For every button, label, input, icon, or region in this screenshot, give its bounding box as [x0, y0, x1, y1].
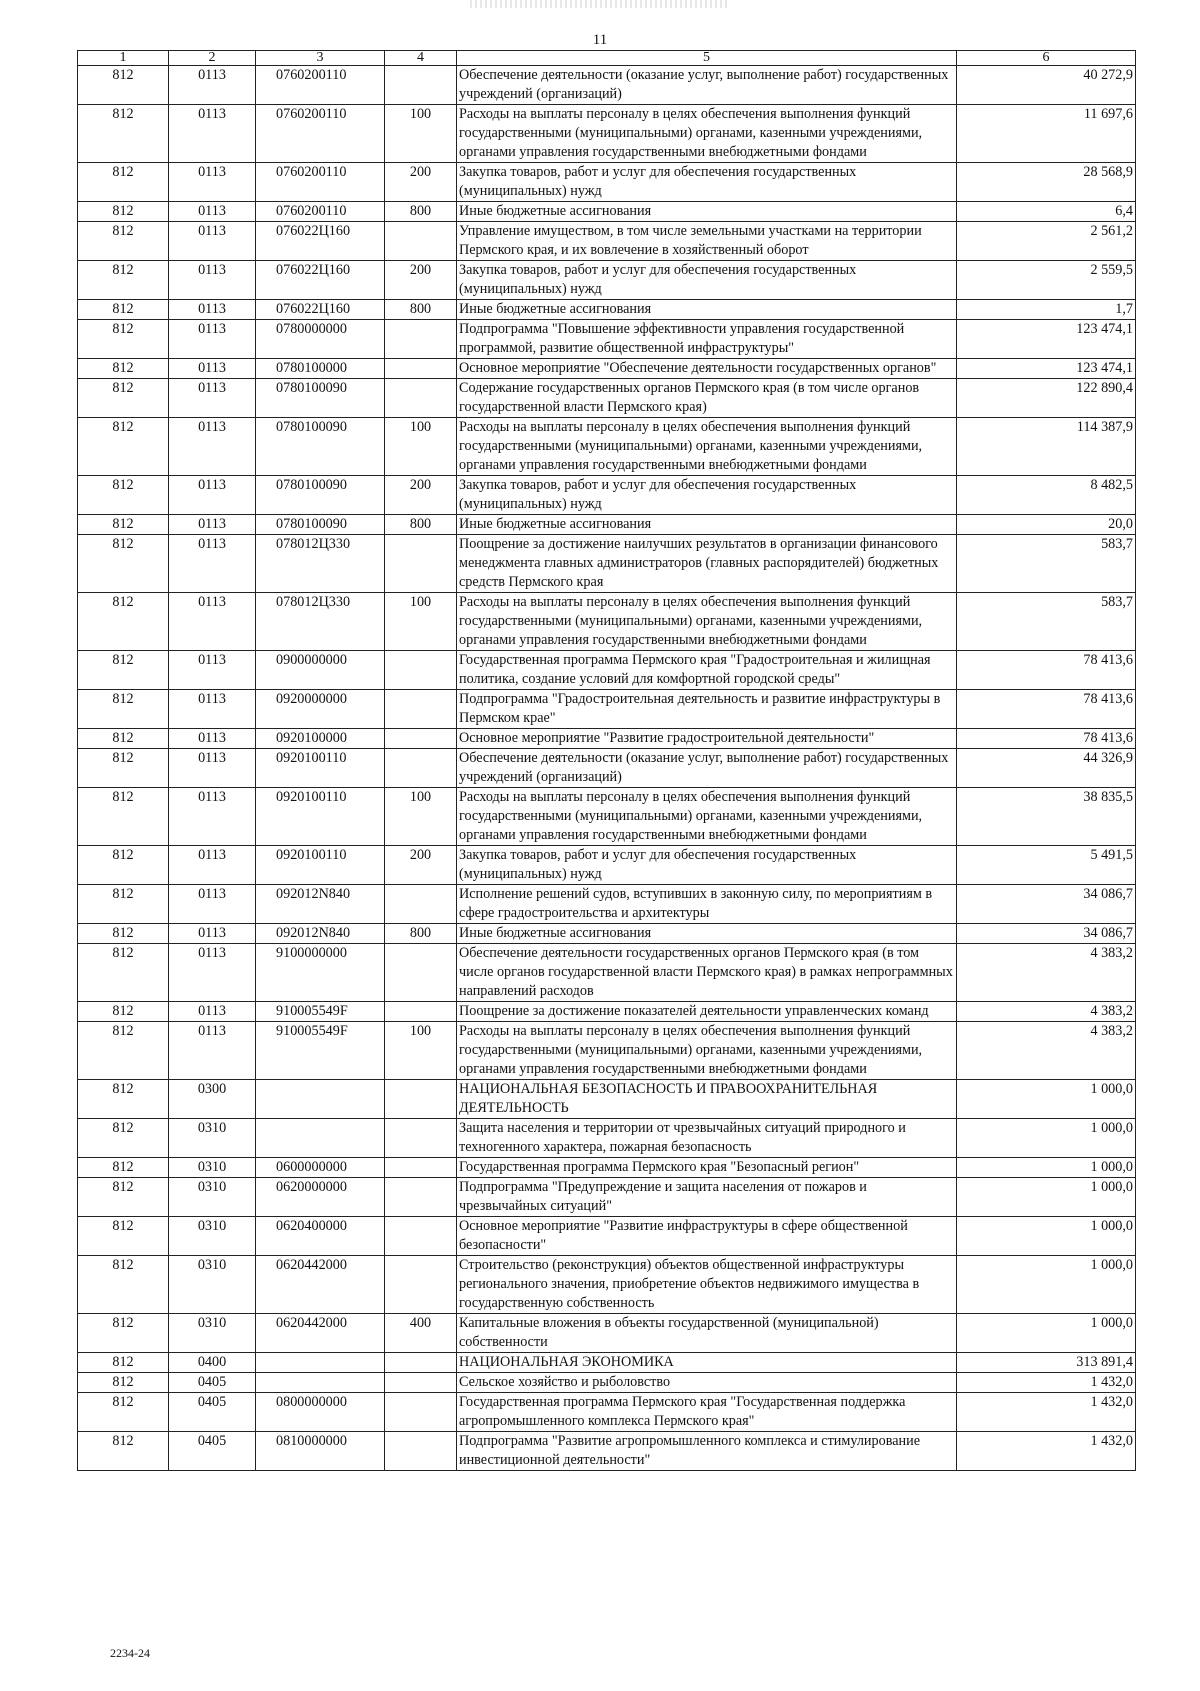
cell-target-code: 0760200110 [256, 66, 385, 105]
table-row [78, 846, 1136, 885]
cell-gov-code: 812 [78, 1314, 169, 1353]
cell-amount: 4 383,2 [957, 944, 1136, 1002]
cell-amount: 8 482,5 [957, 476, 1136, 515]
cell-amount: 4 383,2 [957, 1002, 1136, 1022]
cell-target-code: 0780100090 [256, 515, 385, 535]
cell-gov-code: 812 [78, 379, 169, 418]
table-row [78, 1158, 1136, 1178]
table-row [78, 105, 1136, 163]
cell-section-code: 0405 [169, 1373, 256, 1393]
cell-description: Обеспечение деятельности государственных органов Пермского края (в том числе органов государственной власти Пермского края) в рамках непрограммных направлений расходов [457, 944, 957, 1002]
cell-gov-code: 812 [78, 418, 169, 476]
cell-target-code: 0620400000 [256, 1217, 385, 1256]
cell-gov-code: 812 [78, 885, 169, 924]
table-row [78, 359, 1136, 379]
cell-amount: 34 086,7 [957, 885, 1136, 924]
cell-section-code: 0310 [169, 1256, 256, 1314]
cell-description: Закупка товаров, работ и услуг для обеспечения государственных (муниципальных) нужд [457, 163, 957, 202]
cell-expense-type: 200 [385, 476, 457, 515]
cell-amount: 11 697,6 [957, 105, 1136, 163]
cell-description: Государственная программа Пермского края "Безопасный регион" [457, 1158, 957, 1178]
cell-target-code: 0810000000 [256, 1432, 385, 1471]
cell-target-code: 0920000000 [256, 690, 385, 729]
cell-gov-code: 812 [78, 1373, 169, 1393]
table-row [78, 222, 1136, 261]
cell-section-code: 0113 [169, 163, 256, 202]
cell-amount: 6,4 [957, 202, 1136, 222]
cell-target-code: 078012Ц330 [256, 535, 385, 593]
cell-section-code: 0113 [169, 749, 256, 788]
cell-section-code: 0310 [169, 1314, 256, 1353]
cell-description: Иные бюджетные ассигнования [457, 202, 957, 222]
cell-gov-code: 812 [78, 1080, 169, 1119]
header-cell-6: 6 [957, 51, 1136, 66]
table-row [78, 1256, 1136, 1314]
table-row [78, 1393, 1136, 1432]
cell-target-code: 0760200110 [256, 105, 385, 163]
table-row [78, 1314, 1136, 1353]
cell-expense-type [385, 651, 457, 690]
header-cell-3: 3 [256, 51, 385, 66]
table-row [78, 202, 1136, 222]
table-row [78, 885, 1136, 924]
cell-gov-code: 812 [78, 690, 169, 729]
cell-section-code: 0113 [169, 359, 256, 379]
cell-gov-code: 812 [78, 1119, 169, 1158]
scan-artifact [470, 0, 730, 8]
cell-expense-type: 800 [385, 202, 457, 222]
cell-section-code: 0113 [169, 66, 256, 105]
budget-table [77, 50, 1136, 1471]
table-row [78, 1080, 1136, 1119]
cell-amount: 1 000,0 [957, 1256, 1136, 1314]
table-row [78, 418, 1136, 476]
cell-expense-type [385, 1217, 457, 1256]
cell-expense-type: 100 [385, 1022, 457, 1080]
cell-section-code: 0113 [169, 515, 256, 535]
cell-amount: 583,7 [957, 593, 1136, 651]
budget-table-body [78, 51, 1136, 1471]
header-row [78, 51, 1136, 66]
cell-target-code: 910005549F [256, 1002, 385, 1022]
cell-section-code: 0113 [169, 202, 256, 222]
cell-target-code: 0620442000 [256, 1314, 385, 1353]
cell-expense-type [385, 359, 457, 379]
cell-target-code: 0760200110 [256, 163, 385, 202]
header-cell-5: 5 [457, 51, 957, 66]
cell-target-code: 0760200110 [256, 202, 385, 222]
cell-description: Расходы на выплаты персоналу в целях обеспечения выполнения функций государственными (муниципальными) органами, казенными учреждениями, органами управления государственными внебюджетными фондами [457, 1022, 957, 1080]
cell-gov-code: 812 [78, 651, 169, 690]
cell-amount: 2 559,5 [957, 261, 1136, 300]
cell-section-code: 0310 [169, 1178, 256, 1217]
table-row [78, 788, 1136, 846]
cell-description: Обеспечение деятельности (оказание услуг, выполнение работ) государственных учреждений (организаций) [457, 749, 957, 788]
cell-target-code: 0920100110 [256, 788, 385, 846]
cell-amount: 1 000,0 [957, 1314, 1136, 1353]
cell-gov-code: 812 [78, 749, 169, 788]
cell-section-code: 0113 [169, 885, 256, 924]
cell-description: Иные бюджетные ассигнования [457, 300, 957, 320]
cell-gov-code: 812 [78, 1256, 169, 1314]
cell-section-code: 0300 [169, 1080, 256, 1119]
cell-target-code: 0780100090 [256, 476, 385, 515]
table-row [78, 729, 1136, 749]
table-row [78, 1119, 1136, 1158]
cell-amount: 78 413,6 [957, 729, 1136, 749]
cell-description: Государственная программа Пермского края "Государственная поддержка агропромышленного комплекса Пермского края" [457, 1393, 957, 1432]
cell-target-code: 0780000000 [256, 320, 385, 359]
cell-expense-type: 100 [385, 593, 457, 651]
cell-description: Подпрограмма "Повышение эффективности управления государственной программой, развитие общественной инфраструктуры" [457, 320, 957, 359]
cell-target-code: 0780100000 [256, 359, 385, 379]
cell-expense-type: 200 [385, 163, 457, 202]
cell-description: Строительство (реконструкция) объектов общественной инфраструктуры регионального значения, приобретение объектов недвижимого имущества в государственную собственность [457, 1256, 957, 1314]
cell-expense-type [385, 1158, 457, 1178]
cell-gov-code: 812 [78, 944, 169, 1002]
cell-target-code [256, 1119, 385, 1158]
table-row [78, 535, 1136, 593]
cell-amount: 5 491,5 [957, 846, 1136, 885]
cell-expense-type [385, 1002, 457, 1022]
table-row [78, 1178, 1136, 1217]
cell-amount: 583,7 [957, 535, 1136, 593]
cell-expense-type: 800 [385, 515, 457, 535]
table-row [78, 651, 1136, 690]
cell-description: Управление имуществом, в том числе земельными участками на территории Пермского края, и их вовлечение в хозяйственный оборот [457, 222, 957, 261]
cell-gov-code: 812 [78, 300, 169, 320]
cell-amount: 123 474,1 [957, 359, 1136, 379]
cell-expense-type [385, 222, 457, 261]
cell-description: Иные бюджетные ассигнования [457, 515, 957, 535]
cell-target-code: 092012N840 [256, 924, 385, 944]
table-row [78, 261, 1136, 300]
cell-expense-type [385, 1373, 457, 1393]
cell-description: Сельское хозяйство и рыболовство [457, 1373, 957, 1393]
cell-section-code: 0113 [169, 535, 256, 593]
cell-section-code: 0310 [169, 1119, 256, 1158]
cell-section-code: 0113 [169, 261, 256, 300]
cell-target-code: 076022Ц160 [256, 222, 385, 261]
cell-description: Иные бюджетные ассигнования [457, 924, 957, 944]
cell-gov-code: 812 [78, 1178, 169, 1217]
cell-expense-type: 100 [385, 788, 457, 846]
cell-section-code: 0405 [169, 1432, 256, 1471]
cell-amount: 1 432,0 [957, 1373, 1136, 1393]
cell-gov-code: 812 [78, 924, 169, 944]
cell-gov-code: 812 [78, 1002, 169, 1022]
cell-expense-type [385, 1119, 457, 1158]
cell-gov-code: 812 [78, 1393, 169, 1432]
cell-gov-code: 812 [78, 476, 169, 515]
table-row [78, 1373, 1136, 1393]
cell-description: Расходы на выплаты персоналу в целях обеспечения выполнения функций государственными (муниципальными) органами, казенными учреждениями, органами управления государственными внебюджетными фондами [457, 788, 957, 846]
cell-expense-type [385, 1178, 457, 1217]
cell-gov-code: 812 [78, 1353, 169, 1373]
cell-target-code: 092012N840 [256, 885, 385, 924]
cell-description: Основное мероприятие "Обеспечение деятельности государственных органов" [457, 359, 957, 379]
cell-section-code: 0113 [169, 320, 256, 359]
cell-description: Содержание государственных органов Пермского края (в том числе органов государственной власти Пермского края) [457, 379, 957, 418]
cell-target-code: 076022Ц160 [256, 300, 385, 320]
cell-target-code: 0900000000 [256, 651, 385, 690]
cell-description: Обеспечение деятельности (оказание услуг, выполнение работ) государственных учреждений (организаций) [457, 66, 957, 105]
cell-section-code: 0113 [169, 105, 256, 163]
cell-gov-code: 812 [78, 359, 169, 379]
table-row [78, 690, 1136, 729]
cell-target-code: 0920100000 [256, 729, 385, 749]
table-row [78, 320, 1136, 359]
cell-section-code: 0310 [169, 1217, 256, 1256]
table-row [78, 379, 1136, 418]
cell-amount: 4 383,2 [957, 1022, 1136, 1080]
cell-expense-type: 800 [385, 300, 457, 320]
cell-gov-code: 812 [78, 1432, 169, 1471]
cell-expense-type [385, 1353, 457, 1373]
table-row [78, 1432, 1136, 1471]
cell-expense-type [385, 729, 457, 749]
cell-expense-type [385, 1256, 457, 1314]
cell-gov-code: 812 [78, 202, 169, 222]
cell-target-code: 0800000000 [256, 1393, 385, 1432]
cell-expense-type [385, 885, 457, 924]
cell-target-code: 0920100110 [256, 749, 385, 788]
cell-amount: 123 474,1 [957, 320, 1136, 359]
cell-section-code: 0113 [169, 1022, 256, 1080]
cell-gov-code: 812 [78, 1158, 169, 1178]
cell-expense-type [385, 320, 457, 359]
cell-expense-type [385, 749, 457, 788]
table-row [78, 163, 1136, 202]
cell-section-code: 0113 [169, 476, 256, 515]
cell-description: Капитальные вложения в объекты государственной (муниципальной) собственности [457, 1314, 957, 1353]
table-row [78, 300, 1136, 320]
cell-description: НАЦИОНАЛЬНАЯ БЕЗОПАСНОСТЬ И ПРАВООХРАНИТЕЛЬНАЯ ДЕЯТЕЛЬНОСТЬ [457, 1080, 957, 1119]
table-row [78, 1217, 1136, 1256]
cell-expense-type: 400 [385, 1314, 457, 1353]
cell-description: Расходы на выплаты персоналу в целях обеспечения выполнения функций государственными (муниципальными) органами, казенными учреждениями, органами управления государственными внебюджетными фондами [457, 418, 957, 476]
cell-amount: 40 272,9 [957, 66, 1136, 105]
cell-description: Подпрограмма "Предупреждение и защита населения от пожаров и чрезвычайных ситуаций" [457, 1178, 957, 1217]
cell-description: НАЦИОНАЛЬНАЯ ЭКОНОМИКА [457, 1353, 957, 1373]
cell-amount: 44 326,9 [957, 749, 1136, 788]
page-number: 11 [592, 32, 608, 48]
cell-amount: 78 413,6 [957, 690, 1136, 729]
cell-description: Подпрограмма "Градостроительная деятельность и развитие инфраструктуры в Пермском крае" [457, 690, 957, 729]
cell-amount: 1 432,0 [957, 1393, 1136, 1432]
cell-section-code: 0113 [169, 418, 256, 476]
cell-expense-type [385, 944, 457, 1002]
cell-gov-code: 812 [78, 261, 169, 300]
cell-gov-code: 812 [78, 163, 169, 202]
cell-expense-type: 100 [385, 418, 457, 476]
cell-description: Закупка товаров, работ и услуг для обеспечения государственных (муниципальных) нужд [457, 846, 957, 885]
cell-expense-type [385, 1393, 457, 1432]
cell-section-code: 0113 [169, 846, 256, 885]
cell-section-code: 0113 [169, 651, 256, 690]
cell-section-code: 0113 [169, 788, 256, 846]
cell-description: Поощрение за достижение показателей деятельности управленческих команд [457, 1002, 957, 1022]
cell-amount: 122 890,4 [957, 379, 1136, 418]
cell-target-code [256, 1373, 385, 1393]
table-row [78, 1022, 1136, 1080]
cell-section-code: 0113 [169, 300, 256, 320]
cell-description: Государственная программа Пермского края "Градостроительная и жилищная политика, создание условий для комфортной городской среды" [457, 651, 957, 690]
cell-section-code: 0113 [169, 1002, 256, 1022]
cell-expense-type [385, 535, 457, 593]
cell-section-code: 0113 [169, 690, 256, 729]
cell-section-code: 0405 [169, 1393, 256, 1432]
cell-expense-type [385, 690, 457, 729]
cell-target-code: 0920100110 [256, 846, 385, 885]
cell-amount: 1 000,0 [957, 1080, 1136, 1119]
cell-description: Подпрограмма "Развитие агропромышленного комплекса и стимулирование инвестиционной деятельности" [457, 1432, 957, 1471]
cell-amount: 1 000,0 [957, 1119, 1136, 1158]
cell-expense-type [385, 1432, 457, 1471]
cell-section-code: 0113 [169, 944, 256, 1002]
cell-gov-code: 812 [78, 320, 169, 359]
cell-expense-type [385, 66, 457, 105]
cell-description: Закупка товаров, работ и услуг для обеспечения государственных (муниципальных) нужд [457, 261, 957, 300]
cell-amount: 313 891,4 [957, 1353, 1136, 1373]
cell-target-code: 078012Ц330 [256, 593, 385, 651]
cell-amount: 34 086,7 [957, 924, 1136, 944]
cell-target-code [256, 1353, 385, 1373]
cell-description: Защита населения и территории от чрезвычайных ситуаций природного и техногенного характера, пожарная безопасность [457, 1119, 957, 1158]
table-row [78, 944, 1136, 1002]
cell-gov-code: 812 [78, 729, 169, 749]
cell-section-code: 0113 [169, 729, 256, 749]
cell-gov-code: 812 [78, 788, 169, 846]
cell-description: Закупка товаров, работ и услуг для обеспечения государственных (муниципальных) нужд [457, 476, 957, 515]
cell-description: Расходы на выплаты персоналу в целях обеспечения выполнения функций государственными (муниципальными) органами, казенными учреждениями, органами управления государственными внебюджетными фондами [457, 593, 957, 651]
cell-amount: 38 835,5 [957, 788, 1136, 846]
cell-gov-code: 812 [78, 593, 169, 651]
cell-amount: 1 000,0 [957, 1217, 1136, 1256]
cell-section-code: 0113 [169, 593, 256, 651]
cell-section-code: 0113 [169, 222, 256, 261]
cell-target-code: 910005549F [256, 1022, 385, 1080]
cell-target-code: 0780100090 [256, 418, 385, 476]
table-row [78, 1002, 1136, 1022]
cell-section-code: 0113 [169, 379, 256, 418]
header-cell-1: 1 [78, 51, 169, 66]
cell-target-code: 9100000000 [256, 944, 385, 1002]
cell-description: Основное мероприятие "Развитие градостроительной деятельности" [457, 729, 957, 749]
table-row [78, 66, 1136, 105]
cell-target-code: 0600000000 [256, 1158, 385, 1178]
table-row [78, 476, 1136, 515]
header-cell-4: 4 [385, 51, 457, 66]
cell-gov-code: 812 [78, 105, 169, 163]
cell-target-code [256, 1080, 385, 1119]
cell-section-code: 0400 [169, 1353, 256, 1373]
cell-section-code: 0310 [169, 1158, 256, 1178]
cell-amount: 78 413,6 [957, 651, 1136, 690]
cell-gov-code: 812 [78, 222, 169, 261]
cell-gov-code: 812 [78, 515, 169, 535]
cell-expense-type: 200 [385, 261, 457, 300]
cell-amount: 1 432,0 [957, 1432, 1136, 1471]
table-row [78, 749, 1136, 788]
cell-expense-type: 800 [385, 924, 457, 944]
cell-gov-code: 812 [78, 66, 169, 105]
cell-gov-code: 812 [78, 1022, 169, 1080]
cell-target-code: 0620442000 [256, 1256, 385, 1314]
cell-description: Расходы на выплаты персоналу в целях обеспечения выполнения функций государственными (муниципальными) органами, казенными учреждениями, органами управления государственными внебюджетными фондами [457, 105, 957, 163]
cell-amount: 2 561,2 [957, 222, 1136, 261]
cell-target-code: 0620000000 [256, 1178, 385, 1217]
cell-expense-type [385, 379, 457, 418]
cell-amount: 1 000,0 [957, 1158, 1136, 1178]
cell-gov-code: 812 [78, 535, 169, 593]
cell-amount: 1 000,0 [957, 1178, 1136, 1217]
cell-description: Поощрение за достижение наилучших результатов в организации финансового менеджмента главных администраторов (главных распорядителей) бюджетных средств Пермского края [457, 535, 957, 593]
table-row [78, 593, 1136, 651]
cell-expense-type [385, 1080, 457, 1119]
table-row [78, 515, 1136, 535]
cell-description: Основное мероприятие "Развитие инфраструктуры в сфере общественной безопасности" [457, 1217, 957, 1256]
cell-target-code: 0780100090 [256, 379, 385, 418]
cell-section-code: 0113 [169, 924, 256, 944]
cell-expense-type: 100 [385, 105, 457, 163]
cell-amount: 20,0 [957, 515, 1136, 535]
cell-amount: 28 568,9 [957, 163, 1136, 202]
header-cell-2: 2 [169, 51, 256, 66]
cell-gov-code: 812 [78, 846, 169, 885]
cell-gov-code: 812 [78, 1217, 169, 1256]
cell-target-code: 076022Ц160 [256, 261, 385, 300]
table-row [78, 924, 1136, 944]
cell-expense-type: 200 [385, 846, 457, 885]
table-row [78, 1353, 1136, 1373]
cell-amount: 1,7 [957, 300, 1136, 320]
cell-amount: 114 387,9 [957, 418, 1136, 476]
cell-description: Исполнение решений судов, вступивших в законную силу, по мероприятиям в сфере градостроительства и архитектуры [457, 885, 957, 924]
footer-code: 2234-24 [110, 1646, 150, 1660]
